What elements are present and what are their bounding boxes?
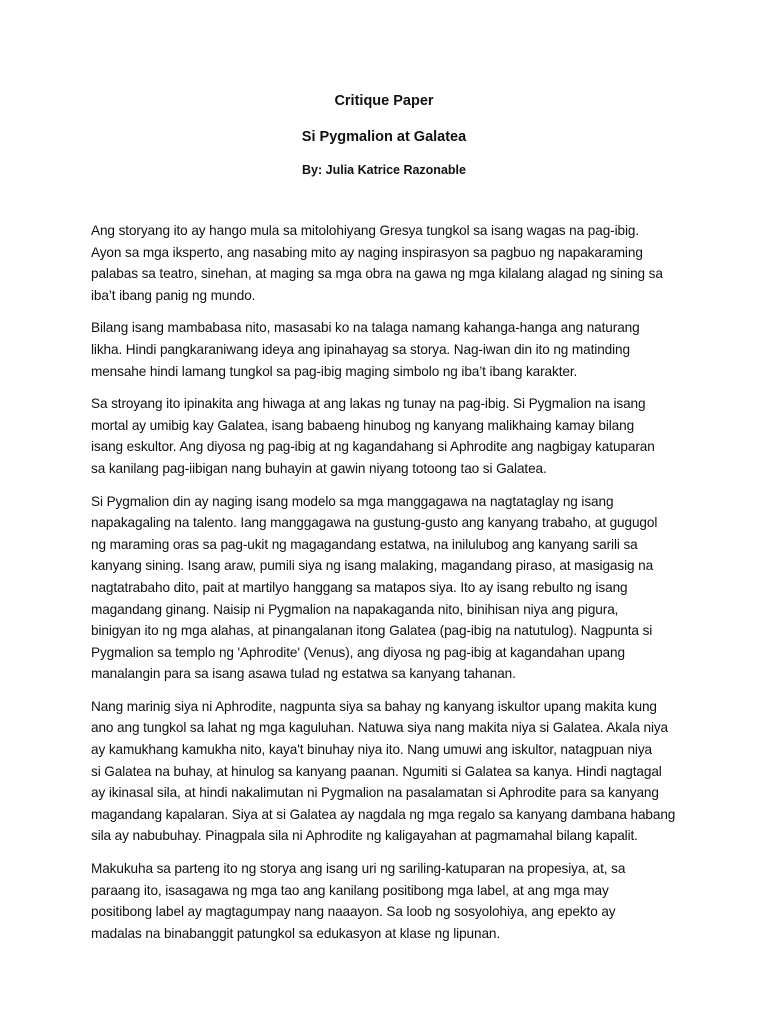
document-body xyxy=(91,220,681,955)
paragraph-line: Nang marinig siya ni Aphrodite, nagpunta siya sa bahay ng kanyang iskultor upang makita kung xyxy=(91,698,657,714)
paragraph-4 xyxy=(91,491,681,685)
paragraph-line: magandang ginang. Naisip ni Pygmalion na napakaganda nito, binihisan niya ang pigura, xyxy=(91,601,619,617)
paragraph-6 xyxy=(91,858,681,944)
paragraph-line: Bilang isang mambabasa nito, masasabi ko na talaga namang kahanga-hanga ang naturang xyxy=(91,320,640,336)
paragraph-line: iba’t ibang panig ng mundo. xyxy=(91,287,256,303)
paragraph-line: manalangin para sa isang asawa tulad ng estatwa sa kanyang tahanan. xyxy=(91,666,516,682)
paragraph-line: Si Pygmalion din ay naging isang modelo sa mga manggagawa na nagtataglay ng isang xyxy=(91,493,614,509)
paragraph-2 xyxy=(91,317,681,382)
paragraph-line: Ayon sa mga iksperto, ang nasabing mito ay naging inspirasyon sa pagbuo ng napakaraming xyxy=(91,244,643,260)
document-subtitle: Si Pygmalion at Galatea xyxy=(301,129,467,145)
paragraph-line: ay ikinasal sila, at hindi nakalimutan ni Pygmalion na pasalamatan si Aphrodite para sa kanyang xyxy=(91,785,659,801)
paragraph-1 xyxy=(91,220,681,306)
paragraph-line: mortal ay umibig kay Galatea, isang babaeng hinubog ng kanyang malikhaing kamay bilang xyxy=(91,417,635,433)
paragraph-line: magandang kapalaran. Siya at si Galatea ay nagdala ng mga regalo sa kanyang dambana habang xyxy=(91,806,676,822)
paragraph-line: napakagaling na talento. Iang manggagawa na gustung-gusto ang kanyang trabaho, at gugugol xyxy=(91,515,658,531)
paragraph-line: positibong label ay magtagumpay nang naaayon. Sa loob ng sosyolohiya, ang epekto ay xyxy=(91,904,616,920)
paragraph-line: Sa stroyang ito ipinakita ang hiwaga at ang lakas ng tunay na pag-ibig. Si Pygmalion na isang xyxy=(91,396,646,412)
paragraph-line: sa kanilang pag-iibigan nang buhayin at gawin niyang totoong tao si Galatea. xyxy=(91,460,547,476)
paragraph-line: Pygmalion sa templo ng 'Aphrodite' (Venus), ang diyosa ng pag-ibig at kagandahan upang xyxy=(91,644,625,660)
paragraph-line: Ang storyang ito ay hango mula sa mitolohiyang Gresya tungkol sa isang wagas na pag-ibig. xyxy=(91,223,640,238)
paragraph-line: ay kamukhang kamukha nito, kaya't binuhay niya ito. Nang umuwi ang iskultor, natagpuan niya xyxy=(91,742,653,758)
paragraph-line: nagtatrabaho dito, pait at martilyo hanggang sa matapos siya. Ito ay isang rebulto ng isang xyxy=(91,579,628,595)
paragraph-line: paraang ito, isasagawa ng mga tao ang kanilang positibong mga label, at ang mga may xyxy=(91,882,609,898)
paragraph-line: Makukuha sa parteng ito ng storya ang isang uri ng sariling-katuparan na propesiya, at, sa xyxy=(91,861,626,877)
document-title: Critique Paper xyxy=(334,93,434,109)
paragraph-line: madalas na binabanggit patungkol sa edukasyon at klase ng lipunan. xyxy=(91,925,501,941)
paragraph-line: isang eskultor. Ang diyosa ng pag-ibig at ng kagandahang si Aphrodite ang nagbigay katuparan xyxy=(91,439,655,455)
paragraph-3 xyxy=(91,393,681,479)
paragraph-line: likha. Hindi pangkaraniwang ideya ang ipinahayag sa storya. Nag-iwan din ito ng matinding xyxy=(91,341,630,357)
paragraph-line: sila ay nabubuhay. Pinagpala sila ni Aphrodite ng kaligayahan at pagmamahal bilang kapalit. xyxy=(91,828,638,844)
paragraph-line: binigyan ito ng mga alahas, at pinangalanan itong Galatea (pag-ibig na natutulog). Nagpunta si xyxy=(91,623,653,639)
paragraph-line: mensahe hindi lamang tungkol sa pag-ibig maging simbolo ng iba’t ibang karakter. xyxy=(91,363,578,379)
paragraph-line: kanyang sining. Isang araw, pumili siya ng isang malaking, magandang piraso, at masigasig na xyxy=(91,558,654,574)
paragraph-line: ng maraming oras sa pag-ukit ng magagandang estatwa, na inilulubog ang kanyang sarili sa xyxy=(91,536,638,552)
paragraph-line: palabas sa teatro, sinehan, at maging sa mga obra na gawa ng mga kilalang alagad ng sining sa xyxy=(91,266,663,282)
document-author: By: Julia Katrice Razonable xyxy=(302,163,466,177)
paragraph-line: ano ang tungkol sa lahat ng mga kaguluhan. Natuwa siya nang makita niya si Galatea. Akala niya xyxy=(91,720,669,736)
paragraph-line: si Galatea na buhay, at hinulog sa kanyang paanan. Ngumiti si Galatea sa kanya. Hindi nagtagal xyxy=(91,763,662,779)
paragraph-5 xyxy=(91,696,681,847)
